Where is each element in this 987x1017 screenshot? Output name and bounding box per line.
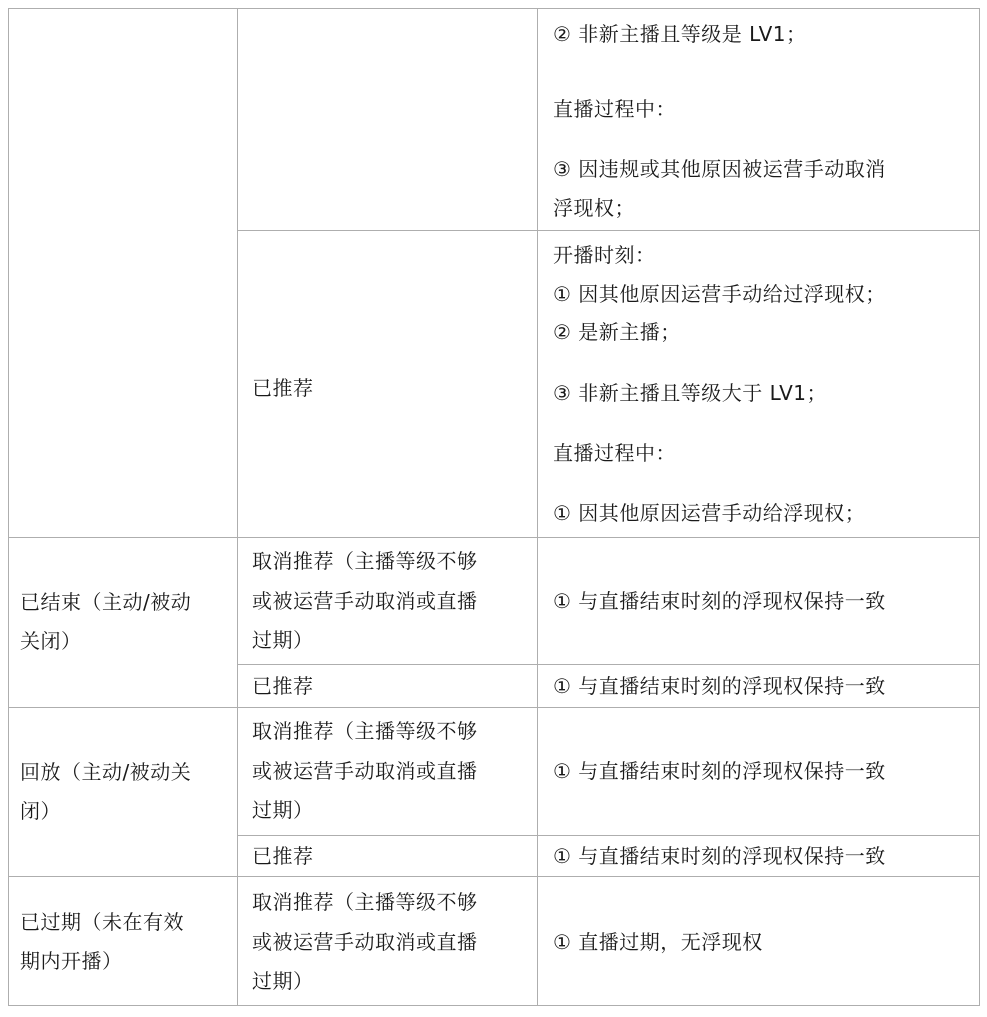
cell-text-line: 取消推荐（主播等级不够 <box>252 719 478 743</box>
cell-text-line: ③ 因违规或其他原因被运营手动取消 <box>553 157 886 181</box>
table-cell-state <box>9 538 237 707</box>
cell-text-line: 关闭） <box>20 629 82 653</box>
table-cell-conditions <box>538 231 979 537</box>
cell-text-line: 过期） <box>252 628 314 652</box>
cell-text-line: 开播时刻： <box>553 243 656 267</box>
cell-text-line: 已结束（主动/被动 <box>20 590 192 614</box>
cell-text: ① 与直播结束时刻的浮现权保持一致 <box>553 844 886 868</box>
cell-text-line: ② 非新主播且等级是 LV1； <box>553 22 807 46</box>
table-cell-conditions <box>538 877 979 1005</box>
cell-text-line: ③ 非新主播且等级大于 LV1； <box>553 381 827 405</box>
table-cell-state <box>9 877 237 1005</box>
cell-text-line: 浮现权； <box>553 196 635 220</box>
table-cell-status <box>238 665 537 707</box>
cell-text-line: 取消推荐（主播等级不够 <box>252 890 478 914</box>
table-cell-status <box>238 538 537 664</box>
cell-text: ① 与直播结束时刻的浮现权保持一致 <box>553 589 886 613</box>
table-cell-conditions <box>538 538 979 664</box>
cell-text: ① 直播过期，无浮现权 <box>553 930 763 954</box>
table-cell-conditions <box>538 665 979 707</box>
table-cell-status <box>238 836 537 876</box>
cell-text-line: 直播过程中： <box>553 441 676 465</box>
cell-text-line: 或被运营手动取消或直播 <box>252 759 478 783</box>
cell-text: 已推荐 <box>252 844 314 868</box>
cell-text-line: 期内开播） <box>20 949 123 973</box>
cell-text-line: 闭） <box>20 799 61 823</box>
table-cell-conditions <box>538 9 979 230</box>
cell-text-line: 回放（主动/被动关 <box>20 760 192 784</box>
cell-text-line: ② 是新主播； <box>553 320 681 344</box>
table-cell-status <box>238 877 537 1005</box>
cell-text: 已推荐 <box>252 376 314 400</box>
table-cell-status <box>238 231 537 537</box>
cell-text-line: 过期） <box>252 798 314 822</box>
cell-text-line: 直播过程中： <box>553 97 676 121</box>
cell-text: ① 与直播结束时刻的浮现权保持一致 <box>553 674 886 698</box>
cell-text-line: 取消推荐（主播等级不够 <box>252 549 478 573</box>
rules-table <box>8 8 980 1006</box>
table-cell-conditions <box>538 836 979 876</box>
cell-text-line: ① 因其他原因运营手动给浮现权； <box>553 501 866 525</box>
table-cell-status <box>238 708 537 835</box>
cell-text-line: 已过期（未在有效 <box>20 910 184 934</box>
cell-text-line: 或被运营手动取消或直播 <box>252 930 478 954</box>
table-cell-state <box>9 708 237 876</box>
cell-text-line: ① 因其他原因运营手动给过浮现权； <box>553 282 886 306</box>
cell-text-line: 过期） <box>252 969 314 993</box>
table-cell-conditions <box>538 708 979 835</box>
cell-text: ① 与直播结束时刻的浮现权保持一致 <box>553 759 886 783</box>
cell-text-line: 或被运营手动取消或直播 <box>252 589 478 613</box>
cell-text: 已推荐 <box>252 674 314 698</box>
